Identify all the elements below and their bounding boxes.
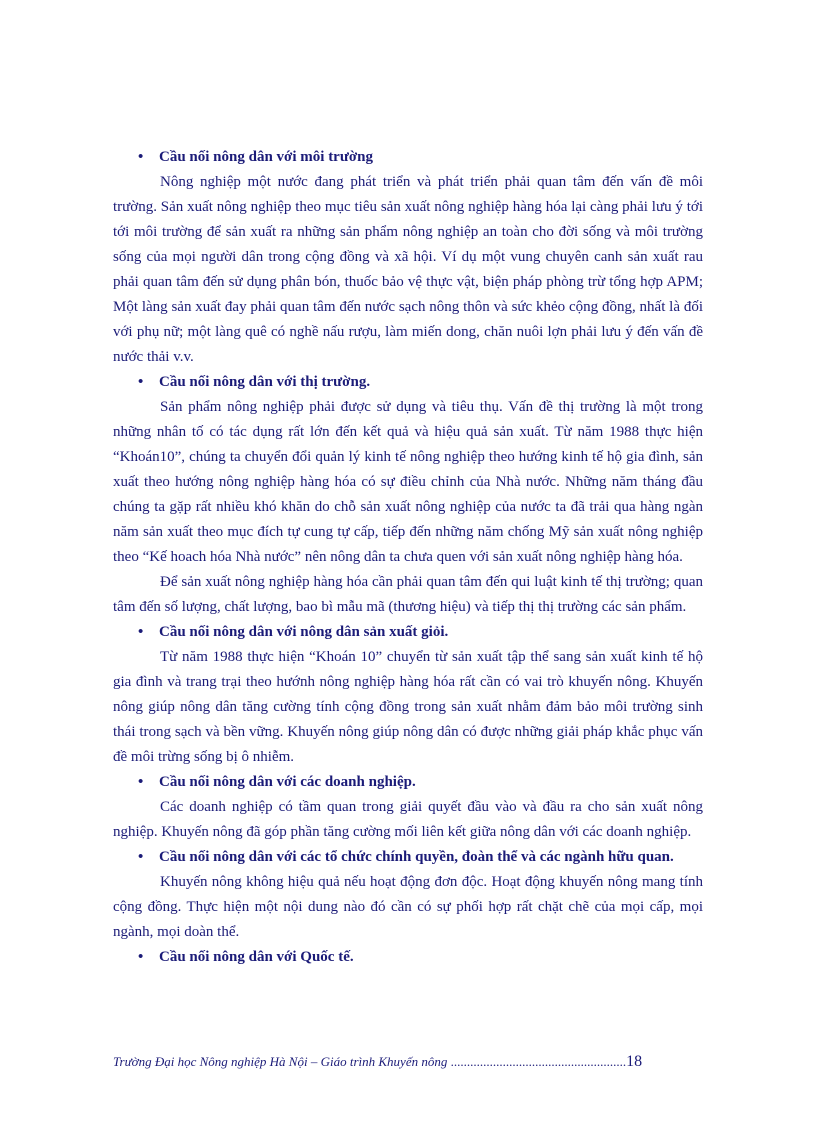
bullet-icon: • <box>138 774 144 790</box>
section-title <box>113 945 703 970</box>
paragraph: Khuyến nông không hiệu quả nếu hoạt động đơn độc. Hoạt động khuyến nông mang tính cộng đồng. Thực hiện một nội dung nào đó cần có sự phối hợp rất chặt chẽ của mọi cấp, mọi ngành, mọi doàn thể. <box>113 874 703 940</box>
bullet-icon: • <box>138 624 144 640</box>
bullet-icon: • <box>138 849 144 865</box>
section-environment <box>113 145 703 370</box>
section-title-text: Cầu nối nông dân với các tổ chức chính quyền, đoàn thể và các ngành hữu quan. <box>159 849 674 865</box>
section-title-text: Cầu nối nông dân với thị trường. <box>159 374 371 390</box>
section-title <box>113 770 703 795</box>
section-international <box>113 945 703 970</box>
paragraph: Từ năm 1988 thực hiện “Khoán 10” chuyển từ sản xuất tập thể sang sản xuất kinh tế hộ gia đình và trang trại theo hướnh nông nghiệp hàng hóa rất cần có vai trò khuyến nông. Khuyến nông giúp nông dân tăng cường tính cộng đồng trong sản xuất nhằm đảm bảo môi trường sinh thái trong sạch và bền vững. Khuyến nông giúp nông dân có được những giải pháp khắc phục vấn đề môi trừng sống bị ô nhiễm. <box>113 649 703 765</box>
section-title <box>113 845 703 870</box>
section-title-text: Cầu nối nông dân với các doanh nghiệp. <box>159 774 416 790</box>
bullet-icon: • <box>138 949 144 965</box>
section-title-text: Cầu nối nông dân với môi trường <box>159 149 373 165</box>
section-market <box>113 370 703 620</box>
section-title <box>113 620 703 645</box>
section-title-text: Cầu nối nông dân với Quốc tế. <box>159 949 354 965</box>
paragraph: Sản phẩm nông nghiệp phải được sử dụng và tiêu thụ. Vấn đề thị trường là một trong những nhân tố có tác dụng rất lớn đến kết quả và hiệu quả sản xuất. Từ năm 1988 thực hiện “Khoán10”, chúng ta chuyển đổi quản lý kinh tế nông nghiệp theo hướng kinh tế hộ gia đình, sản xuất theo hướng nông nghiệp hàng hóa có sự điều chỉnh của Nhà nước. Những năm tháng đầu chúng ta gặp rất nhiều khó khăn do chỗ sản xuất nông nghiệp của nước ta đã trải qua hàng ngàn năm sản xuất theo mục đích tự cung tự cấp, tiếp đến những năm chống Mỹ sản xuất nông nghiệp theo “Kế hoach hóa Nhà nước” nên nông dân ta chưa quen với sản xuất nông nghiệp hàng hóa. <box>113 399 703 565</box>
page-number: 18 <box>626 1053 643 1070</box>
paragraph: Để sản xuất nông nghiệp hàng hóa cần phải quan tâm đến qui luật kinh tế thị trường; quan tâm đến số lượng, chất lượng, bao bì mẫu mã (thương hiệu) và tiếp thị thị trường các sản phẩm. <box>113 574 703 615</box>
section-good-farmers <box>113 620 703 770</box>
footer-text: Trường Đại học Nông nghiệp Hà Nội – Giáo trình Khuyến nông <box>113 1054 448 1069</box>
section-title <box>113 145 703 170</box>
section-enterprises <box>113 770 703 845</box>
section-title <box>113 370 703 395</box>
page-footer <box>113 1052 703 1072</box>
bullet-icon: • <box>138 374 144 390</box>
paragraph: Nông nghiệp một nước đang phát triển và phát triển phải quan tâm đến vấn đề môi trường. Sản xuất nông nghiệp theo mục tiêu sản xuất nông nghiệp hàng hóa lại càng phải lưu ý tới tới môi trường để sản xuất ra những sản phẩm nông nghiệp an toàn cho đời sống và môi trường sống của mọi người dân trong cộng đồng và xã hội. Ví dụ một vung chuyên canh sản xuất rau phải quan tâm đến sử dụng phân bón, thuốc bảo vệ thực vật, biện pháp phòng trừ tổng hợp APM; Một làng sản xuất đay phải quan tâm đến nước sạch nông thôn và sức khẻo cộng đồng, nhất là đối với phụ nữ; một làng quê có nghề nấu rượu, làm miến dong, chăn nuôi lợn phải lưu ý đến vấn đề nước thải v.v. <box>113 174 703 365</box>
document-body <box>113 145 703 970</box>
bullet-icon: • <box>138 149 144 165</box>
paragraph: Các doanh nghiệp có tầm quan trong giải quyết đầu vào và đầu ra cho sản xuất nông nghiệp. Khuyến nông đã góp phần tăng cường mối liên kết giữa nông dân với các doanh nghiệp. <box>113 799 703 840</box>
footer-leader-dots: ...................................................... <box>450 1054 627 1069</box>
section-title-text: Cầu nối nông dân với nông dân sản xuất giỏi. <box>159 624 449 640</box>
section-authorities <box>113 845 703 945</box>
